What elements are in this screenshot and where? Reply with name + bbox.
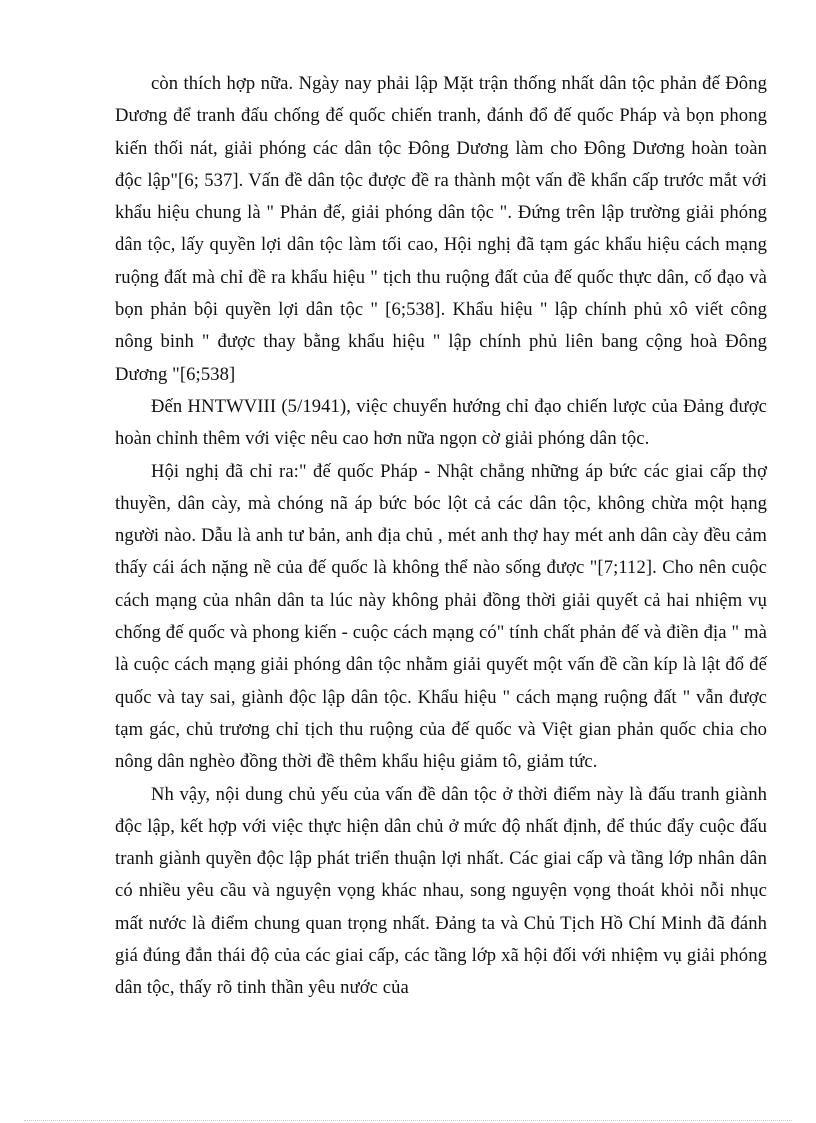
paragraph-1: còn thích hợp nữa. Ngày nay phải lập Mặt trận thống nhất dân tộc phản đế Đông Dương để tranh đấu chống đế quốc chiến tranh, đánh đổ đế quốc Pháp và bọn phong kiến thối nát, giải phóng các dân tộc Đông Dương làm cho Đông Dương hoàn toàn độc lập"[6; 537]. Vấn đề dân tộc được đề ra thành một vấn đề khẩn cấp trước mắt với khẩu hiệu chung là " Phản đế, giải phóng dân tộc ". Đứng trên lập trường giải phóng dân tộc, lấy quyền lợi dân tộc làm tối cao, Hội nghị đã tạm gác khẩu hiệu cách mạng ruộng đất mà chỉ đề ra khẩu hiệu " tịch thu ruộng đất của đế quốc thực dân, cố đạo và bọn phản bội quyền lợi dân tộc " [6;538]. Khẩu hiệu " lập chính phủ xô viết công nông binh " được thay bằng khẩu hiệu " lập chính phủ liên bang cộng hoà Đông Dương "[6;538] [115, 73, 767, 385]
page-bottom-divider [24, 1120, 792, 1121]
paragraph-4: Nh vậy, nội dung chủ yếu của vấn đề dân tộc ở thời điểm này là đấu tranh giành độc lập, kết hợp với việc thực hiện dân chủ ở mức độ nhất định, để thúc đẩy cuộc đấu tranh giành quyền độc lập phát triển thuận lợi nhất. Các giai cấp và tầng lớp nhân dân có nhiều yêu cầu và nguyện vọng khác nhau, song nguyện vọng thoát khỏi nỗi nhục mất nước là điểm chung quan trọng nhất. Đảng ta và Chủ Tịch Hồ Chí Minh đã đánh giá đúng đắn thái độ của các giai cấp, các tầng lớp xã hội đối với nhiệm vụ giải phóng dân tộc, thấy rõ tinh thần yêu nước của [115, 783, 767, 999]
paragraph-2: Đến HNTWVIII (5/1941), việc chuyển hướng chỉ đạo chiến lược của Đảng được hoàn chỉnh thêm với việc nêu cao hơn nữa ngọn cờ giải phóng dân tộc. [115, 395, 767, 450]
paragraph-3: Hội nghị đã chỉ ra:" đế quốc Pháp - Nhật chẳng những áp bức các giai cấp thợ thuyền, dân cày, mà chóng nã áp bức bóc lột cả các dân tộc, không chừa một hạng người nào. Dẫu là anh tư bản, anh địa chủ , mét anh thợ hay mét anh dân cày đều cảm thấy cái ách nặng nề của đế quốc là không thể nào sống được "[7;112]. Cho nên cuộc cách mạng của nhân dân ta lúc này không phải đồng thời giải quyết cả hai nhiệm vụ chống đế quốc và phong kiến - cuộc cách mạng có" tính chất phản đế và điền địa " mà là cuộc cách mạng giải phóng dân tộc nhằm giải quyết một vấn đề cần kíp là lật đổ đế quốc và tay sai, giành độc lập dân tộc. Khẩu hiệu " cách mạng ruộng đất " vẫn được tạm gác, chủ trương chỉ tịch thu ruộng của đế quốc và Việt gian phản quốc chia cho nông dân nghèo đồng thời đề thêm khẩu hiệu giảm tô, giảm tức. [115, 460, 767, 773]
document-body [115, 68, 767, 1005]
